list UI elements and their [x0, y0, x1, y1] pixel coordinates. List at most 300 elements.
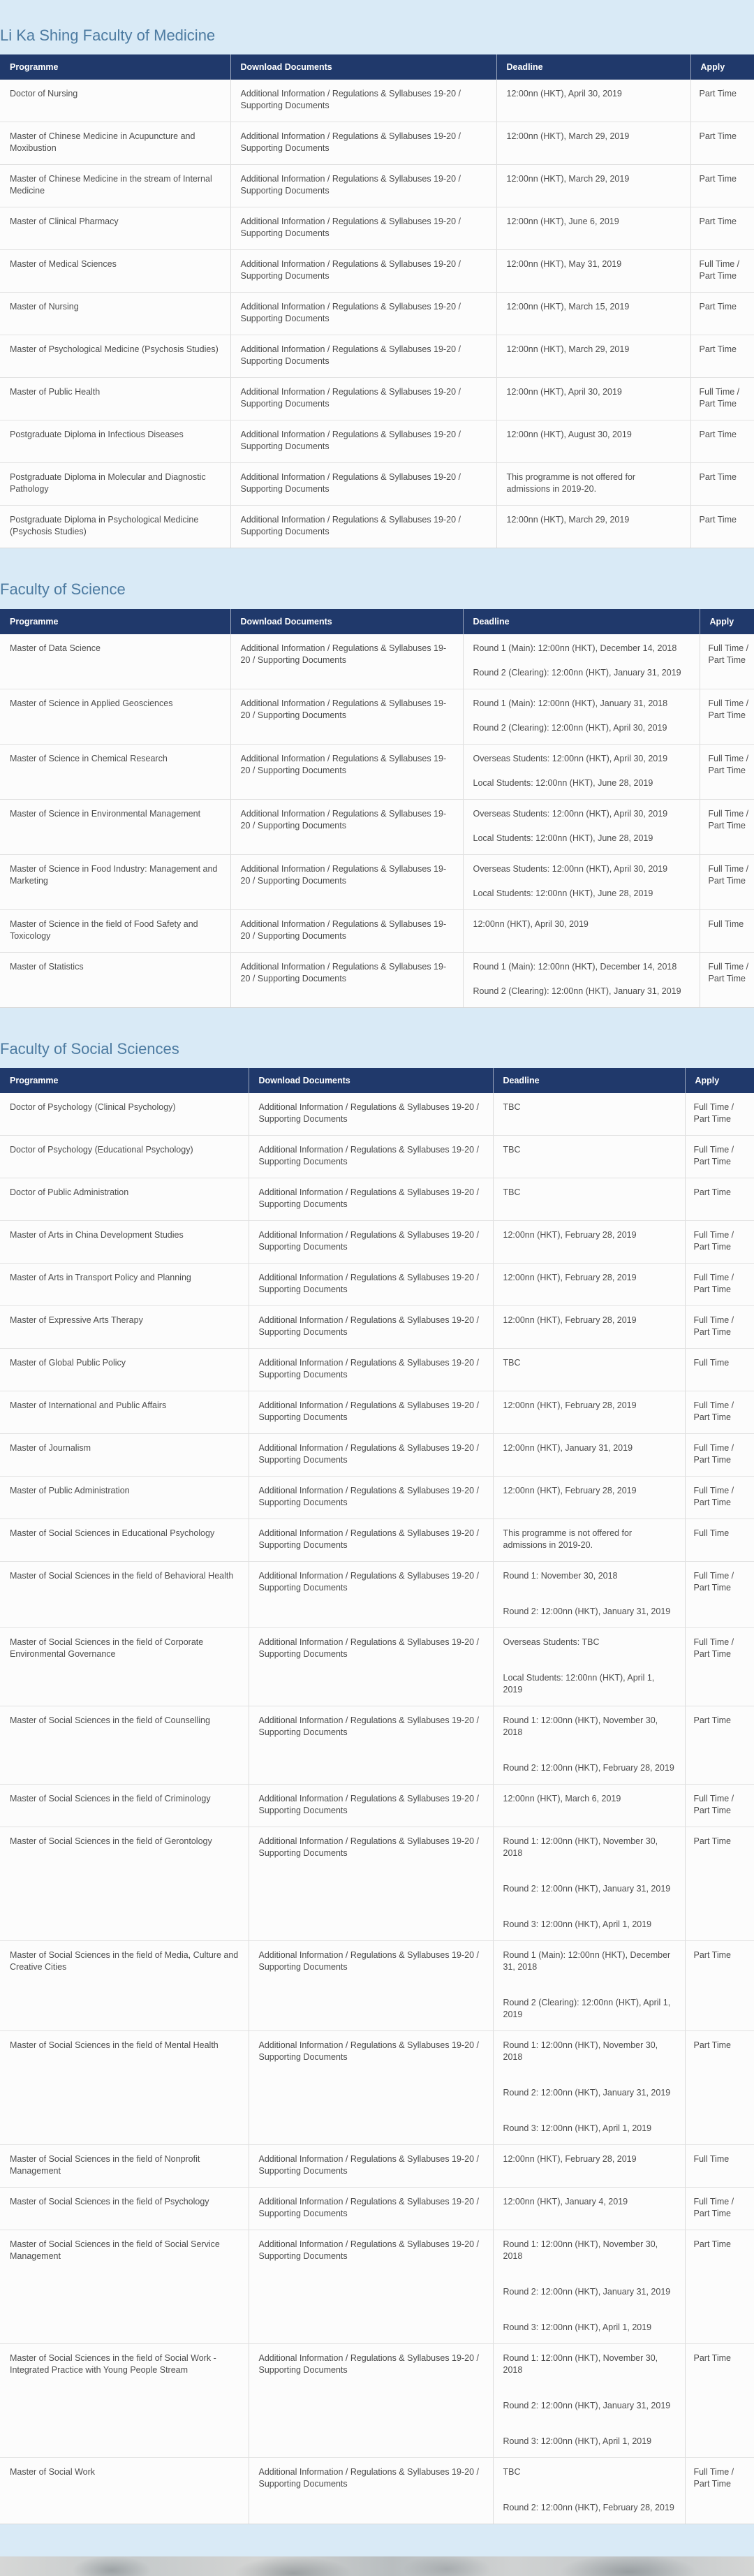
- deadline-cell: [493, 1628, 685, 1706]
- download-documents-links[interactable]: Additional Information / Regulations & Syllabuses 19-20 / Supporting Documents: [258, 1230, 479, 1252]
- table-row: [0, 909, 754, 952]
- apply-mode-link[interactable]: Full Time / Part Time: [708, 961, 749, 983]
- download-documents-links[interactable]: Additional Information / Regulations & Syllabuses 19-20 / Supporting Documents: [258, 1486, 479, 1508]
- programme-name: Master of Science in Food Industry: Management and Marketing: [0, 854, 230, 909]
- download-documents-links[interactable]: Additional Information / Regulations & Syllabuses 19-20 / Supporting Documents: [258, 1443, 479, 1465]
- deadline-line: TBC: [503, 2467, 521, 2478]
- apply-mode-link[interactable]: Full Time / Part Time: [699, 259, 740, 281]
- section-title: Li Ka Shing Faculty of Medicine: [0, 27, 216, 44]
- apply-cell: [700, 634, 754, 689]
- deadline-line: Round 1: 12:00nn (HKT), November 30, 2018: [503, 2040, 658, 2063]
- apply-mode-link[interactable]: Part Time: [699, 89, 737, 99]
- apply-mode-link[interactable]: Full Time / Part Time: [693, 1102, 734, 1125]
- download-documents-cell: [230, 378, 496, 420]
- deadline-line: TBC: [503, 1102, 521, 1113]
- apply-cell: [690, 250, 754, 293]
- programme-name: Master of Science in Environmental Management: [0, 799, 230, 854]
- apply-cell: [700, 799, 754, 854]
- download-documents-links[interactable]: Additional Information / Regulations & Syllabuses 19-20 / Supporting Documents: [258, 1145, 479, 1167]
- deadline-cell: [493, 1827, 685, 1941]
- table-row: [0, 1785, 754, 1827]
- download-documents-cell: [249, 1349, 493, 1391]
- deadline-cell: [493, 2188, 685, 2230]
- apply-mode-link[interactable]: Full Time: [693, 1358, 730, 1368]
- download-documents-links[interactable]: Additional Information / Regulations & Syllabuses 19-20 / Supporting Documents: [240, 430, 461, 452]
- download-documents-links[interactable]: Additional Information / Regulations & Syllabuses 19-20 / Supporting Documents: [240, 515, 461, 537]
- download-documents-cell: [249, 1562, 493, 1628]
- deadline-cell: [496, 420, 690, 463]
- apply-mode-link[interactable]: Full Time: [693, 2154, 730, 2165]
- table-row: [0, 165, 754, 207]
- download-documents-cell: [230, 335, 496, 378]
- download-documents-links[interactable]: Additional Information / Regulations & Syllabuses 19-20 / Supporting Documents: [240, 89, 461, 111]
- apply-cell: [690, 165, 754, 207]
- table-row: [0, 2344, 754, 2458]
- deadline-line: Overseas Students: 12:00nn (HKT), April 30, 2019: [473, 808, 668, 819]
- download-documents-links[interactable]: Additional Information / Regulations & Syllabuses 19-20 / Supporting Documents: [258, 1950, 479, 1973]
- apply-mode-link[interactable]: Full Time / Part Time: [693, 1571, 734, 1593]
- apply-cell: [690, 378, 754, 420]
- programme-name: Master of Science in Applied Geosciences: [0, 689, 230, 744]
- download-documents-cell: [249, 1136, 493, 1178]
- deadline-line: Overseas Students: TBC: [503, 1637, 600, 1648]
- download-documents-links[interactable]: Additional Information / Regulations & Syllabuses 19-20 / Supporting Documents: [240, 808, 447, 830]
- deadline-line: Round 3: 12:00nn (HKT), April 1, 2019: [503, 2322, 652, 2333]
- table-row: [0, 2230, 754, 2344]
- download-documents-links[interactable]: Additional Information / Regulations & Syllabuses 19-20 / Supporting Documents: [240, 472, 461, 495]
- programme-name: Master of Social Sciences in the field of Gerontology: [0, 1827, 249, 1941]
- table-row: [0, 1264, 754, 1306]
- column-header-download-documents: Download Documents: [230, 54, 496, 80]
- section-title: Faculty of Science: [0, 580, 126, 599]
- table-row: [0, 1519, 754, 1562]
- deadline-line: Round 1: 12:00nn (HKT), November 30, 2018: [503, 2353, 658, 2376]
- apply-cell: [685, 1785, 754, 1827]
- deadline-cell: [463, 854, 700, 909]
- programme-name: Master of Social Sciences in the field of Corporate Environmental Governance: [0, 1628, 249, 1706]
- table-row: [0, 378, 754, 420]
- download-documents-cell: [230, 506, 496, 548]
- deadline-line: Local Students: 12:00nn (HKT), April 1, 2019: [503, 1673, 655, 1695]
- deadline-line: 12:00nn (HKT), April 30, 2019: [473, 919, 589, 929]
- programme-name: Master of Arts in China Development Studies: [0, 1221, 249, 1264]
- apply-cell: [690, 463, 754, 506]
- programme-name: Master of Social Sciences in the field of Media, Culture and Creative Cities: [0, 1941, 249, 2031]
- table-row: [0, 1706, 754, 1785]
- table-row: [0, 1477, 754, 1519]
- deadline-line: This programme is not offered for admissions in 2019-20.: [506, 472, 636, 495]
- table-row: [0, 1093, 754, 1136]
- programme-name: Master of Social Sciences in the field of Social Service Management: [0, 2230, 249, 2344]
- apply-mode-link[interactable]: Full Time: [708, 919, 744, 929]
- download-documents-cell: [230, 80, 496, 122]
- deadline-line: Round 3: 12:00nn (HKT), April 1, 2019: [503, 2123, 652, 2134]
- download-documents-links[interactable]: Additional Information / Regulations & Syllabuses 19-20 / Supporting Documents: [258, 2197, 479, 2219]
- table-row: [0, 207, 754, 250]
- download-documents-cell: [249, 2031, 493, 2145]
- download-documents-links[interactable]: Additional Information / Regulations & Syllabuses 19-20 / Supporting Documents: [258, 2239, 479, 2262]
- table-row: [0, 1562, 754, 1628]
- apply-cell: [700, 689, 754, 744]
- table-header-row: [0, 1068, 754, 1093]
- apply-mode-link[interactable]: Full Time / Part Time: [708, 753, 749, 775]
- apply-cell: [700, 744, 754, 799]
- column-header-apply: Apply: [700, 609, 754, 634]
- apply-cell: [690, 80, 754, 122]
- deadline-line: TBC: [503, 1145, 521, 1155]
- download-documents-cell: [230, 122, 496, 165]
- programme-name: Master of Social Work: [0, 2458, 249, 2524]
- apply-mode-link[interactable]: Full Time / Part Time: [693, 1230, 734, 1252]
- deadline-line: TBC: [503, 1187, 521, 1198]
- programme-name: Master of Social Sciences in the field of Mental Health: [0, 2031, 249, 2145]
- download-documents-links[interactable]: Additional Information / Regulations & Syllabuses 19-20 / Supporting Documents: [258, 1715, 479, 1738]
- apply-mode-link[interactable]: Part Time: [699, 131, 737, 142]
- apply-mode-link[interactable]: Full Time / Part Time: [693, 1273, 734, 1295]
- programme-name: Master of Science in the field of Food Safety and Toxicology: [0, 909, 230, 952]
- deadline-line: Round 1 (Main): 12:00nn (HKT), January 31, 2018: [473, 698, 668, 708]
- deadline-cell: [493, 1391, 685, 1434]
- table-header-row: [0, 54, 754, 80]
- table-row: [0, 1941, 754, 2031]
- download-documents-cell: [249, 2344, 493, 2458]
- apply-mode-link[interactable]: Full Time / Part Time: [693, 1145, 734, 1167]
- apply-mode-link[interactable]: Full Time / Part Time: [693, 2197, 734, 2219]
- download-documents-links[interactable]: Additional Information / Regulations & Syllabuses 19-20 / Supporting Documents: [240, 259, 461, 281]
- programme-name: Doctor of Public Administration: [0, 1178, 249, 1221]
- download-documents-links[interactable]: Additional Information / Regulations & Syllabuses 19-20 / Supporting Documents: [258, 1794, 479, 1816]
- deadline-cell: [463, 909, 700, 952]
- deadline-cell: [496, 335, 690, 378]
- deadline-line: Overseas Students: 12:00nn (HKT), April 30, 2019: [473, 863, 668, 874]
- programmes-table-science: [0, 609, 754, 1008]
- column-header-apply: Apply: [685, 1068, 754, 1093]
- download-documents-links[interactable]: Additional Information / Regulations & Syllabuses 19-20 / Supporting Documents: [240, 174, 461, 196]
- deadline-line: Round 1: 12:00nn (HKT), November 30, 2018: [503, 2239, 658, 2262]
- apply-mode-link[interactable]: Part Time: [699, 472, 737, 483]
- apply-mode-link[interactable]: Part Time: [699, 174, 737, 184]
- download-documents-links[interactable]: Additional Information / Regulations & Syllabuses 19-20 / Supporting Documents: [240, 919, 447, 941]
- deadline-line: 12:00nn (HKT), March 29, 2019: [506, 131, 630, 142]
- deadline-cell: [463, 744, 700, 799]
- programme-name: Master of Clinical Pharmacy: [0, 207, 230, 250]
- download-documents-links[interactable]: Additional Information / Regulations & Syllabuses 19-20 / Supporting Documents: [240, 863, 447, 886]
- programme-name: Master of International and Public Affairs: [0, 1391, 249, 1434]
- apply-mode-link[interactable]: Full Time / Part Time: [693, 1443, 734, 1465]
- deadline-line: Round 2 (Clearing): 12:00nn (HKT), January 31, 2019: [473, 667, 681, 678]
- programme-name: Master of Global Public Policy: [0, 1349, 249, 1391]
- deadline-line: 12:00nn (HKT), April 30, 2019: [506, 387, 622, 397]
- deadline-cell: [493, 1477, 685, 1519]
- apply-cell: [690, 420, 754, 463]
- download-documents-links[interactable]: Additional Information / Regulations & Syllabuses 19-20 / Supporting Documents: [240, 961, 447, 983]
- download-documents-cell: [249, 1264, 493, 1306]
- column-header-download-documents: Download Documents: [249, 1068, 493, 1093]
- download-documents-links[interactable]: Additional Information / Regulations & Syllabuses 19-20 / Supporting Documents: [240, 698, 447, 720]
- apply-mode-link[interactable]: Full Time: [693, 1528, 730, 1539]
- apply-cell: [685, 2031, 754, 2145]
- table-row: [0, 2188, 754, 2230]
- apply-mode-link[interactable]: Part Time: [693, 2040, 731, 2051]
- programme-name: Master of Expressive Arts Therapy: [0, 1306, 249, 1349]
- deadline-line: Round 2: 12:00nn (HKT), January 31, 2019: [503, 1884, 671, 1894]
- download-documents-cell: [230, 165, 496, 207]
- apply-mode-link[interactable]: Full Time / Part Time: [693, 1637, 734, 1660]
- deadline-line: Round 3: 12:00nn (HKT), April 1, 2019: [503, 1919, 652, 1930]
- deadline-cell: [493, 1941, 685, 2031]
- apply-mode-link[interactable]: Full Time / Part Time: [708, 698, 749, 720]
- download-documents-cell: [230, 463, 496, 506]
- deadline-cell: [496, 463, 690, 506]
- download-documents-links[interactable]: Additional Information / Regulations & Syllabuses 19-20 / Supporting Documents: [240, 753, 447, 775]
- download-documents-cell: [230, 854, 463, 909]
- deadline-cell: [493, 1706, 685, 1785]
- apply-cell: [700, 952, 754, 1007]
- deadline-line: Local Students: 12:00nn (HKT), June 28, 2019: [473, 833, 653, 843]
- table-row: [0, 2145, 754, 2188]
- table-row: [0, 1136, 754, 1178]
- deadline-cell: [493, 1562, 685, 1628]
- column-header-deadline: Deadline: [493, 1068, 685, 1093]
- download-documents-links[interactable]: Additional Information / Regulations & Syllabuses 19-20 / Supporting Documents: [258, 1102, 479, 1125]
- download-documents-cell: [249, 1519, 493, 1562]
- programme-name: Postgraduate Diploma in Molecular and Diagnostic Pathology: [0, 463, 230, 506]
- download-documents-cell: [249, 1306, 493, 1349]
- deadline-line: Round 2: 12:00nn (HKT), January 31, 2019: [503, 2088, 671, 2098]
- programme-name: Master of Arts in Transport Policy and Planning: [0, 1264, 249, 1306]
- download-documents-cell: [249, 2230, 493, 2344]
- apply-cell: [690, 293, 754, 335]
- apply-mode-link[interactable]: Full Time / Part Time: [693, 2467, 734, 2489]
- programmes-table-medicine: [0, 54, 754, 548]
- table-row: [0, 799, 754, 854]
- table-row: [0, 952, 754, 1007]
- table-row: [0, 1434, 754, 1477]
- download-documents-cell: [230, 207, 496, 250]
- apply-mode-link[interactable]: Full Time / Part Time: [693, 1794, 734, 1816]
- programme-name: Master of Data Science: [0, 634, 230, 689]
- table-row: [0, 1349, 754, 1391]
- apply-cell: [685, 1178, 754, 1221]
- section-title: Faculty of Social Sciences: [0, 1039, 179, 1058]
- download-documents-links[interactable]: Additional Information / Regulations & Syllabuses 19-20 / Supporting Documents: [258, 1528, 479, 1551]
- download-documents-cell: [249, 1434, 493, 1477]
- table-row: [0, 634, 754, 689]
- download-documents-links[interactable]: Additional Information / Regulations & Syllabuses 19-20 / Supporting Documents: [240, 387, 461, 409]
- deadline-line: Round 2 (Clearing): 12:00nn (HKT), April 1, 2019: [503, 1998, 671, 2020]
- apply-cell: [685, 1562, 754, 1628]
- table-row: [0, 1628, 754, 1706]
- download-documents-cell: [249, 1391, 493, 1434]
- download-documents-links[interactable]: Additional Information / Regulations & Syllabuses 19-20 / Supporting Documents: [240, 131, 461, 154]
- apply-cell: [685, 1093, 754, 1136]
- deadline-line: Round 1 (Main): 12:00nn (HKT), December 14, 2018: [473, 961, 677, 972]
- table-row: [0, 506, 754, 548]
- deadline-line: 12:00nn (HKT), June 6, 2019: [506, 217, 619, 227]
- deadline-cell: [463, 952, 700, 1007]
- programme-name: Master of Public Health: [0, 378, 230, 420]
- programme-name: Master of Social Sciences in the field of Criminology: [0, 1785, 249, 1827]
- table-row: [0, 463, 754, 506]
- table-row: [0, 122, 754, 165]
- programme-name: Master of Medical Sciences: [0, 250, 230, 293]
- deadline-line: Round 2: 12:00nn (HKT), January 31, 2019: [503, 1607, 671, 1617]
- table-row: [0, 335, 754, 378]
- deadline-line: Overseas Students: 12:00nn (HKT), April 30, 2019: [473, 753, 668, 763]
- download-documents-links[interactable]: Additional Information / Regulations & Syllabuses 19-20 / Supporting Documents: [258, 2467, 479, 2489]
- download-documents-links[interactable]: Additional Information / Regulations & Syllabuses 19-20 / Supporting Documents: [240, 302, 461, 324]
- apply-mode-link[interactable]: Part Time: [693, 2353, 731, 2364]
- apply-cell: [685, 1349, 754, 1391]
- table-row: [0, 1827, 754, 1941]
- apply-mode-link[interactable]: Full Time / Part Time: [693, 1315, 734, 1338]
- apply-cell: [685, 1264, 754, 1306]
- table-row: [0, 744, 754, 799]
- faculty-section-social-sciences: [0, 1040, 754, 2524]
- programme-name: Master of Science in Chemical Research: [0, 744, 230, 799]
- download-documents-links[interactable]: Additional Information / Regulations & Syllabuses 19-20 / Supporting Documents: [258, 1315, 479, 1338]
- table-row: [0, 2458, 754, 2524]
- apply-mode-link[interactable]: Part Time: [699, 302, 737, 312]
- table-row: [0, 80, 754, 122]
- deadline-cell: [493, 2344, 685, 2458]
- download-documents-cell: [249, 2145, 493, 2188]
- apply-mode-link[interactable]: Full Time / Part Time: [699, 387, 740, 409]
- table-row: [0, 250, 754, 293]
- download-documents-links[interactable]: Additional Information / Regulations & Syllabuses 19-20 / Supporting Documents: [258, 1637, 479, 1660]
- deadline-cell: [496, 506, 690, 548]
- footer-image-strip: [0, 2556, 754, 2576]
- deadline-line: 12:00nn (HKT), February 28, 2019: [503, 1273, 637, 1283]
- apply-mode-link[interactable]: Part Time: [693, 1836, 731, 1847]
- download-documents-cell: [249, 1093, 493, 1136]
- apply-cell: [685, 2145, 754, 2188]
- apply-mode-link[interactable]: Full Time / Part Time: [708, 808, 749, 830]
- download-documents-links[interactable]: Additional Information / Regulations & Syllabuses 19-20 / Supporting Documents: [258, 1571, 479, 1593]
- apply-cell: [685, 2188, 754, 2230]
- apply-cell: [690, 207, 754, 250]
- apply-mode-link[interactable]: Full Time / Part Time: [693, 1486, 734, 1508]
- apply-mode-link[interactable]: Part Time: [699, 430, 737, 440]
- deadline-cell: [496, 122, 690, 165]
- download-documents-cell: [230, 744, 463, 799]
- deadline-line: Round 1: 12:00nn (HKT), November 30, 2018: [503, 1715, 658, 1738]
- apply-cell: [685, 1306, 754, 1349]
- download-documents-links[interactable]: Additional Information / Regulations & Syllabuses 19-20 / Supporting Documents: [240, 217, 461, 239]
- apply-cell: [685, 1706, 754, 1785]
- deadline-cell: [493, 2458, 685, 2524]
- download-documents-cell: [249, 1785, 493, 1827]
- deadline-line: 12:00nn (HKT), March 29, 2019: [506, 344, 630, 355]
- deadline-line: Round 2: 12:00nn (HKT), January 31, 2019: [503, 2401, 671, 2411]
- download-documents-links[interactable]: Additional Information / Regulations & Syllabuses 19-20 / Supporting Documents: [258, 2353, 479, 2376]
- apply-cell: [685, 1434, 754, 1477]
- deadline-line: Round 2 (Clearing): 12:00nn (HKT), April 30, 2019: [473, 722, 667, 733]
- deadline-cell: [493, 1519, 685, 1562]
- apply-mode-link[interactable]: Part Time: [693, 1187, 731, 1198]
- download-documents-cell: [230, 420, 496, 463]
- deadline-line: 12:00nn (HKT), January 31, 2019: [503, 1443, 633, 1454]
- download-documents-links[interactable]: Additional Information / Regulations & Syllabuses 19-20 / Supporting Documents: [258, 1273, 479, 1295]
- apply-mode-link[interactable]: Full Time / Part Time: [693, 1400, 734, 1423]
- deadline-line: Round 1: 12:00nn (HKT), November 30, 2018: [503, 1836, 658, 1859]
- apply-mode-link[interactable]: Part Time: [693, 1715, 731, 1726]
- programme-name: Master of Social Sciences in the field of Social Work - Integrated Practice with Young People Stream: [0, 2344, 249, 2458]
- download-documents-links[interactable]: Additional Information / Regulations & Syllabuses 19-20 / Supporting Documents: [258, 2154, 479, 2176]
- programme-name: Master of Psychological Medicine (Psychosis Studies): [0, 335, 230, 378]
- apply-cell: [685, 1391, 754, 1434]
- deadline-line: 12:00nn (HKT), March 6, 2019: [503, 1794, 621, 1804]
- deadline-line: Round 1 (Main): 12:00nn (HKT), December 31, 2018: [503, 1950, 671, 1973]
- table-row: [0, 1306, 754, 1349]
- programme-name: Master of Social Sciences in the field of Counselling: [0, 1706, 249, 1785]
- table-row: [0, 1221, 754, 1264]
- deadline-line: Round 2 (Clearing): 12:00nn (HKT), January 31, 2019: [473, 986, 681, 996]
- download-documents-cell: [249, 1178, 493, 1221]
- column-header-programme: Programme: [0, 54, 230, 80]
- deadline-line: 12:00nn (HKT), February 28, 2019: [503, 2154, 637, 2165]
- deadline-cell: [493, 1221, 685, 1264]
- programme-name: Master of Social Sciences in the field of Psychology: [0, 2188, 249, 2230]
- apply-mode-link[interactable]: Full Time / Part Time: [708, 643, 749, 665]
- programme-name: Postgraduate Diploma in Psychological Medicine (Psychosis Studies): [0, 506, 230, 548]
- download-documents-cell: [249, 1941, 493, 2031]
- apply-mode-link[interactable]: Part Time: [693, 2239, 731, 2250]
- apply-mode-link[interactable]: Part Time: [699, 217, 737, 227]
- deadline-line: Round 2: 12:00nn (HKT), February 28, 2019: [503, 1763, 674, 1773]
- column-header-deadline: Deadline: [463, 609, 700, 634]
- download-documents-links[interactable]: Additional Information / Regulations & Syllabuses 19-20 / Supporting Documents: [240, 344, 461, 367]
- deadline-cell: [496, 378, 690, 420]
- programme-name: Doctor of Psychology (Educational Psychology): [0, 1136, 249, 1178]
- apply-mode-link[interactable]: Full Time / Part Time: [708, 863, 749, 886]
- download-documents-cell: [230, 634, 463, 689]
- deadline-line: 12:00nn (HKT), March 29, 2019: [506, 174, 630, 184]
- download-documents-links[interactable]: Additional Information / Regulations & Syllabuses 19-20 / Supporting Documents: [258, 2040, 479, 2063]
- download-documents-cell: [230, 799, 463, 854]
- apply-cell: [685, 1136, 754, 1178]
- column-header-deadline: Deadline: [496, 54, 690, 80]
- download-documents-links[interactable]: Additional Information / Regulations & Syllabuses 19-20 / Supporting Documents: [258, 1358, 479, 1380]
- apply-mode-link[interactable]: Part Time: [699, 344, 737, 355]
- faculty-section-science: [0, 580, 754, 1007]
- download-documents-links[interactable]: Additional Information / Regulations & Syllabuses 19-20 / Supporting Documents: [258, 1187, 479, 1210]
- apply-mode-link[interactable]: Part Time: [693, 1950, 731, 1961]
- deadline-cell: [463, 689, 700, 744]
- deadline-line: Round 2: 12:00nn (HKT), January 31, 2019: [503, 2287, 671, 2297]
- download-documents-links[interactable]: Additional Information / Regulations & Syllabuses 19-20 / Supporting Documents: [258, 1836, 479, 1859]
- apply-mode-link[interactable]: Part Time: [699, 515, 737, 525]
- deadline-cell: [496, 293, 690, 335]
- deadline-line: 12:00nn (HKT), March 29, 2019: [506, 515, 630, 525]
- apply-cell: [700, 854, 754, 909]
- download-documents-cell: [249, 1628, 493, 1706]
- download-documents-links[interactable]: Additional Information / Regulations & Syllabuses 19-20 / Supporting Documents: [240, 643, 447, 665]
- programme-name: Master of Journalism: [0, 1434, 249, 1477]
- programme-name: Master of Chinese Medicine in the stream of Internal Medicine: [0, 165, 230, 207]
- deadline-line: 12:00nn (HKT), February 28, 2019: [503, 1486, 637, 1496]
- deadline-cell: [493, 1178, 685, 1221]
- download-documents-links[interactable]: Additional Information / Regulations & Syllabuses 19-20 / Supporting Documents: [258, 1400, 479, 1423]
- table-row: [0, 854, 754, 909]
- programme-name: Master of Nursing: [0, 293, 230, 335]
- deadline-line: 12:00nn (HKT), January 4, 2019: [503, 2197, 628, 2207]
- apply-cell: [685, 2230, 754, 2344]
- apply-cell: [700, 909, 754, 952]
- deadline-line: 12:00nn (HKT), February 28, 2019: [503, 1400, 637, 1411]
- deadline-line: 12:00nn (HKT), August 30, 2019: [506, 430, 632, 440]
- table-row: [0, 2031, 754, 2145]
